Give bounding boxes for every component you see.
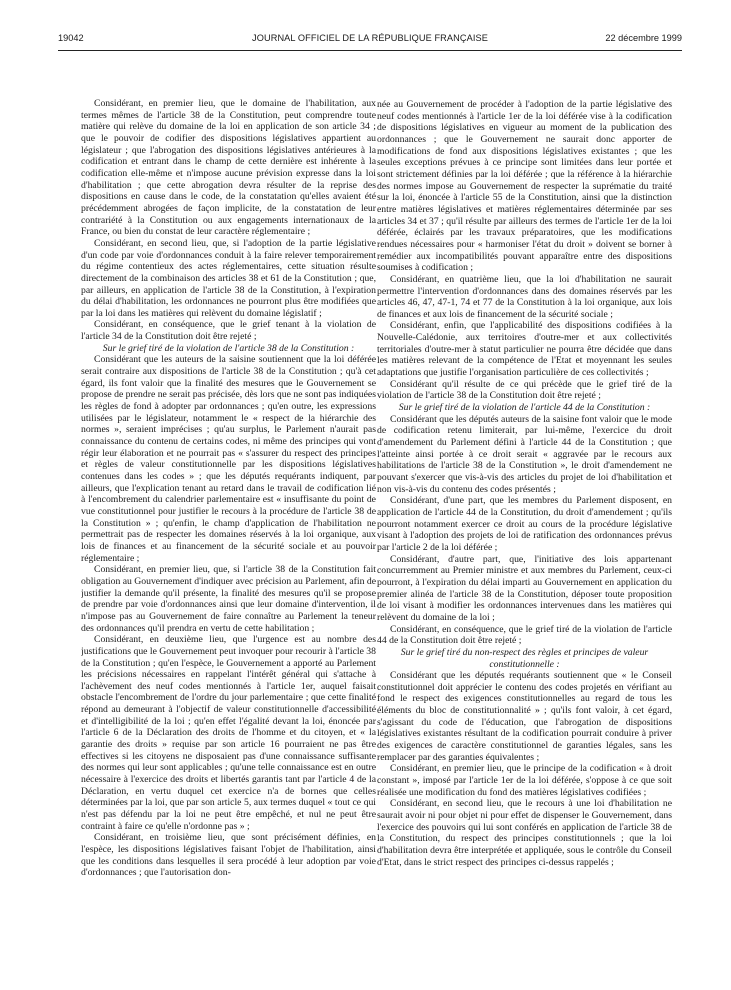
journal-title: JOURNAL OFFICIEL DE LA RÉPUBLIQUE FRANÇAISE xyxy=(252,33,488,43)
paragraph: Considérant que les auteurs de la saisine soutiennent que la loi déférée serait contraire aux dispositions de l'article 38 de la Constitution ; qu'à cet égard, ils font valoir que la finalité des mesures que le Gouvernement se propose de prendre ne serait pas précisée, dès lors que ne sont pas indiquées les règles de fond à adopter par ordonnances ; qu'en outre, les expressions utilisées par le législateur, notamment le « respect de la hiérarchie des normes », seraient imprécises ; qu'au surplus, le Parlement n'aurait pas connaissance du contenu de certains codes, ni même des principes qui vont régir leur élaboration et ne pourrait pas « s'assurer du respect des principes et règles de valeur constitutionnelle par les dispositions législatives contenues dans les codes » ; que les députés requérants indiquent, par ailleurs, que l'explication tenant au retard dans le travail de codification lié à l'encombrement du calendrier parlementaire est « insuffisante du point de vue constitutionnel pour justifier le recours à la procédure de l'article 38 de la Constitution » ; qu'enfin, le champ d'application de l'habilitation ne permettrait pas de respecter les domaines réservés à la loi organique, aux lois de finances et au financement de la sécurité sociale et au pouvoir réglementaire ; xyxy=(81,354,376,564)
paragraph: Considérant, d'autre part, que, l'initiative des lois appartenant concurremment au Premier ministre et aux membres du Parlement, ceux-ci pourront, à l'expiration du délai imparti au Gouvernement en application du premier alinéa de l'article 38 de la Constitution, déposer toute proposition de loi visant à modifier les ordonnances intervenues dans les matières qui relèvent du domaine de la loi ; xyxy=(377,553,672,623)
right-column xyxy=(377,99,672,989)
publication-date: 22 décembre 1999 xyxy=(605,33,682,43)
page-header xyxy=(58,31,682,45)
paragraph: Considérant, en second lieu, que le recours à une loi d'habilitation ne saurait avoir ni pour objet ni pour effet de dispenser le Gouvernement, dans l'exercice des pouvoirs qui lui sont conférés en application de l'article 38 de la Constitution, du respect des principes constitutionnels ; que la loi d'habilitation devra être interprétée et appliquée, sous le contrôle du Conseil d'Etat, dans le strict respect des principes ci-dessus rappelés ; xyxy=(377,798,672,868)
paragraph: Considérant, en premier lieu, que le domaine de l'habilitation, aux termes mêmes de l'article 38 de la Constitution, peut comprendre toute matière qui relève du domaine de la loi en application de son article 34 ; que le pouvoir de codifier des dispositions législatives appartient au législateur ; que l'abrogation des dispositions législatives antérieures à la codification et entrant dans le champ de cette dernière est inhérente à la codification elle-même et n'impose aucune prévision expresse dans la loi d'habilitation ; que cette abrogation devra résulter de la reprise des dispositions en cause dans le code, de la constatation qu'elles avaient été précédemment abrogées de façon implicite, de la constatation de leur contrariété à la Constitution ou aux engagements internationaux de la France, ou bien du constat de leur caractère réglementaire ; xyxy=(81,98,376,238)
paragraph: Considérant, enfin, que l'applicabilité des dispositions codifiées à la Nouvelle-Calédonie, aux territoires d'outre-mer et aux collectivités territoriales d'outre-mer à statut particulier ne pourra être décidée que dans les matières relevant de la compétence de l'Etat et moyennant les seules adaptations que justifie l'organisation particulière de ces collectivités ; xyxy=(377,320,672,379)
paragraph: Considérant, en premier lieu, que le principe de la codification « à droit constant », imposé par l'article 1er de la loi déférée, s'oppose à ce que soit réalisée une modification du fond des matières législatives codifiées ; xyxy=(377,763,672,798)
paragraph: Considérant, en conséquence, que le grief tiré de la violation de l'article 44 de la Constitution doit être rejeté ; xyxy=(377,623,672,647)
paragraph: Considérant qu'il résulte de ce qui précède que le grief tiré de la violation de l'article 38 de la Constitution doit être rejeté ; xyxy=(377,378,672,402)
paragraph: Considérant, en second lieu, que, si l'adoption de la partie législative d'un code par voie d'ordonnances conduit à la faire relever temporairement du régime contentieux des actes réglementaires, cette situation résulte directement de la combinaison des articles 38 et 61 de la Constitution ; que, par ailleurs, en application de l'article 38 de la Constitution, à l'expiration du délai d'habilitation, les ordonnances ne pourront plus être modifiées que par la loi dans les matières qui relèvent du domaine législatif ; xyxy=(81,237,376,319)
section-heading: Sur le grief tiré de la violation de l'article 38 de la Constitution : xyxy=(102,342,355,354)
page-number: 19042 xyxy=(58,33,84,43)
left-column xyxy=(81,98,376,988)
header-rule xyxy=(58,50,682,51)
paragraph: Considérant, en quatrième lieu, que la loi d'habilitation ne saurait permettre l'intervention d'ordonnances dans des domaines réservés par les articles 46, 47, 47-1, 74 et 77 de la Constitution à la loi organique, aux lois de finances et aux lois de financement de la sécurité sociale ; xyxy=(377,273,672,320)
paragraph: Considérant, en troisième lieu, que sont précisément définies, en l'espèce, les dispositions législatives faisant l'objet de l'habilitation, ainsi que les conditions dans lesquelles il sera procédé à leur adoption par voie d'ordonnances ; que l'autorisation don- xyxy=(81,832,376,879)
paragraph: Considérant, d'une part, que les membres du Parlement disposent, en application de l'article 44 de la Constitution, du droit d'amendement ; qu'ils pourront notamment exercer ce droit au cours de la procédure législative visant à l'adoption des projets de loi de ratification des ordonnances prévus par l'article 2 de la loi déférée ; xyxy=(377,495,672,553)
paragraph: Considérant, en premier lieu, que, si l'article 38 de la Constitution fait obligation au Gouvernement d'indiquer avec précision au Parlement, afin de justifier la demande qu'il présente, la finalité des mesures qu'il se propose de prendre par voie d'ordonnances ainsi que leur domaine d'intervention, il n'impose pas au Gouvernement de faire connaître au Parlement la teneur des ordonnances qu'il prendra en vertu de cette habilitation ; xyxy=(81,564,376,634)
paragraph: Considérant que les députés auteurs de la saisine font valoir que le mode de codification retenu limiterait, par lui-même, l'exercice du droit d'amendement du Parlement défini à l'article 44 de la Constitution ; que l'atteinte ainsi portée à ce droit serait « aggravée par le recours aux habilitations de l'article 38 de la Constitution », le droit d'amendement ne pouvant s'exercer que vis-à-vis des articles du projet de loi d'habilitation et non vis-à-vis du contenu des codes présentés ; xyxy=(377,413,672,495)
paragraph: Considérant, en conséquence, que le grief tenant à la violation de l'article 34 de la Constitution doit être rejeté ; xyxy=(81,319,376,343)
paragraph: née au Gouvernement de procéder à l'adoption de la partie législative des neuf codes mentionnés à l'article 1er de la loi déférée vise à la codification de dispositions législatives en vigueur au moment de la publication des ordonnances ; que le Gouvernement ne saurait donc apporter de modifications de fond aux dispositions législatives existantes ; que les seules exceptions prévues à ce principe sont limitées dans leur portée et sont strictement définies par la loi déférée ; que la référence à la hiérarchie des normes impose au Gouvernement de respecter la suprématie du traité sur la loi, énoncée à l'article 55 de la Constitution, ainsi que la distinction entre matières législatives et matières réglementaires déterminée par ses articles 34 et 37 ; qu'il résulte par ailleurs des termes de l'article 1er de la loi déférée, éclairés par les travaux préparatoires, que les modifications rendues nécessaires pour « harmoniser l'état du droit » doivent se borner à remédier aux incompatibilités pouvant apparaître entre des dispositions soumises à codification ; xyxy=(377,99,672,274)
paragraph: Considérant que les députés requérants soutiennent que « le Conseil constitutionnel doit apprécier le contenu des codes projetés en vérifiant au fond le respect des exigences constitutionnelles au regard de tous les éléments du bloc de constitutionnalité » ; qu'ils font valoir, à cet égard, s'agissant du code de l'éducation, que l'abrogation de dispositions législatives existantes résultant de la codification pourrait conduire à priver des exigences de caractère constitutionnel de garanties légales, sans les remplacer par des garanties équivalentes ; xyxy=(377,670,672,763)
section-heading: Sur le grief tiré du non-respect des règles et principes de valeur constitutionnelle : xyxy=(400,646,649,670)
section-heading: Sur le grief tiré de la violation de l'article 44 de la Constitution : xyxy=(398,402,651,414)
paragraph: Considérant, en deuxième lieu, que l'urgence est au nombre des justifications que le Gouvernement peut invoquer pour recourir à l'article 38 de la Constitution ; qu'en l'espèce, le Gouvernement a apporté au Parlement les précisions nécessaires en rappelant l'intérêt général qui s'attache à l'achèvement des neuf codes mentionnés à l'article 1er, auquel faisait obstacle l'encombrement de l'ordre du jour parlementaire ; que cette finalité répond au demeurant à l'objectif de valeur constitutionnelle d'accessibilité et d'intelligibilité de la loi ; qu'en effet l'égalité devant la loi, énoncée par l'article 6 de la Déclaration des droits de l'homme et du citoyen, et « la garantie des droits » requise par son article 16 pourraient ne pas être effectives si les citoyens ne disposaient pas d'une connaissance suffisante des normes qui leur sont applicables ; qu'une telle connaissance est en outre nécessaire à l'exercice des droits et libertés garantis tant par l'article 4 de la Déclaration, en vertu duquel cet exercice n'a de bornes que celles déterminées par la loi, que par son article 5, aux termes duquel « tout ce qui n'est pas défendu par la loi ne peut être empêché, et nul ne peut être contraint à faire ce qu'elle n'ordonne pas » ; xyxy=(81,634,376,832)
